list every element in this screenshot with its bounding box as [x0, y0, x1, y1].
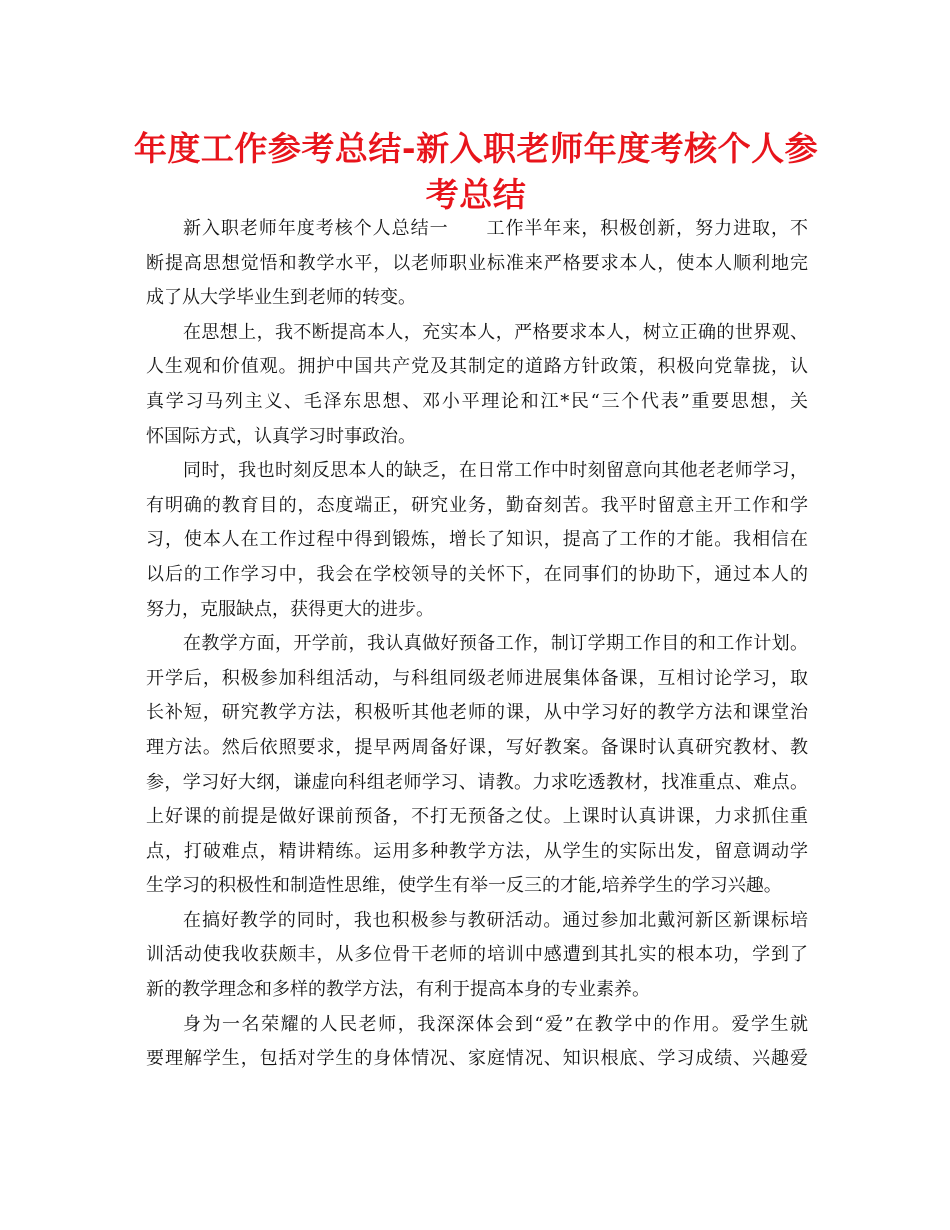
paragraph-line: 训活动使我收获颇丰，从多位骨干老师的培训中感遭到其扎实的根本功，学到了 — [146, 944, 808, 966]
title-line: 年度工作参考总结-新入职老师年度考核个人参 — [133, 129, 819, 168]
paragraph — [146, 1008, 808, 1077]
paragraph-line: 新入职老师年度考核个人总结一 工作半年来，积极创新，努力进取，不 — [183, 218, 808, 239]
paragraph-line: 新的教学理念和多样的教学方法，有利于提高本身的专业素养。 — [146, 979, 650, 1001]
paragraph-line: 在思想上，我不断提高本人，充实本人，严格要求本人，树立正确的世界观、 — [183, 321, 808, 343]
paragraph-line: 有明确的教育目的，态度端正，研究业务，勤奋刻苦。我平时留意主开工作和学 — [146, 494, 808, 516]
paragraph-line: 开学后，积极参加科组活动，与科组同级老师进展集体备课，互相讨论学习，取 — [146, 667, 808, 689]
paragraph-line: 参，学习好大纲，谦虚向科组老师学习、请教。力求吃透教材，找准重点、难点。 — [146, 771, 808, 793]
document-title — [120, 126, 832, 218]
paragraph — [146, 454, 808, 627]
paragraph-line: 断提高思想觉悟和教学水平，以老师职业标准来严格要求本人，使本人顺利地完 — [146, 252, 808, 274]
paragraph-line: 生学习的积极性和制造性思维，使学生有举一反三的才能,培养学生的学习兴趣。 — [146, 875, 782, 897]
paragraph-line: 人生观和价值观。拥护中国共产党及其制定的道路方针政策，积极向党靠拢，认 — [146, 356, 808, 378]
paragraph-line: 成了从大学毕业生到老师的转变。 — [146, 287, 416, 309]
paragraph-line: 在搞好教学的同时，我也积极参与教研活动。通过参加北戴河新区新课标培 — [183, 909, 808, 931]
paragraph-line: 习，使本人在工作过程中得到锻炼，增长了知识，提高了工作的才能。我相信在 — [146, 529, 808, 551]
paragraph-line: 理方法。然后依照要求，提早两周备好课，写好教案。备课时认真研究教材、教 — [146, 736, 808, 758]
paragraph — [146, 627, 808, 904]
paragraph-line: 真学习马列主义、毛泽东思想、邓小平理论和江*民“三个代表”重要思想，关 — [146, 390, 808, 412]
title-line: 考总结 — [425, 175, 527, 214]
paragraph-line: 长补短，研究教学方法，积极听其他老师的课，从中学习好的教学方法和课堂治 — [146, 702, 808, 724]
paragraph-line: 点，打破难点，精讲精练。运用多种教学方法，从学生的实际出发，留意调动学 — [146, 840, 808, 862]
paragraph-line: 上好课的前提是做好课前预备，不打无预备之仗。上课时认真讲课，力求抓住重 — [146, 806, 808, 828]
paragraph-line: 同时，我也时刻反思本人的缺乏，在日常工作中时刻留意向其他老老师学习， — [183, 460, 808, 482]
paragraph-line: 努力，克服缺点，获得更大的进步。 — [146, 598, 434, 620]
paragraph-line: 身为一名荣耀的人民老师，我深深体会到“爱”在教学中的作用。爱学生就 — [183, 1013, 808, 1035]
paragraph — [146, 212, 808, 316]
paragraph-line: 要理解学生，包括对学生的身体情况、家庭情况、知识根底、学习成绩、兴趣爱 — [146, 1048, 808, 1070]
document-body — [146, 212, 808, 1077]
paragraph-line: 以后的工作学习中，我会在学校领导的关怀下，在同事们的协助下，通过本人的 — [146, 563, 808, 585]
paragraph-line: 在教学方面，开学前，我认真做好预备工作，制订学期工作目的和工作计划。 — [183, 633, 808, 655]
paragraph-line: 怀国际方式，认真学习时事政治。 — [146, 425, 416, 447]
paragraph — [146, 904, 808, 1008]
paragraph — [146, 316, 808, 454]
